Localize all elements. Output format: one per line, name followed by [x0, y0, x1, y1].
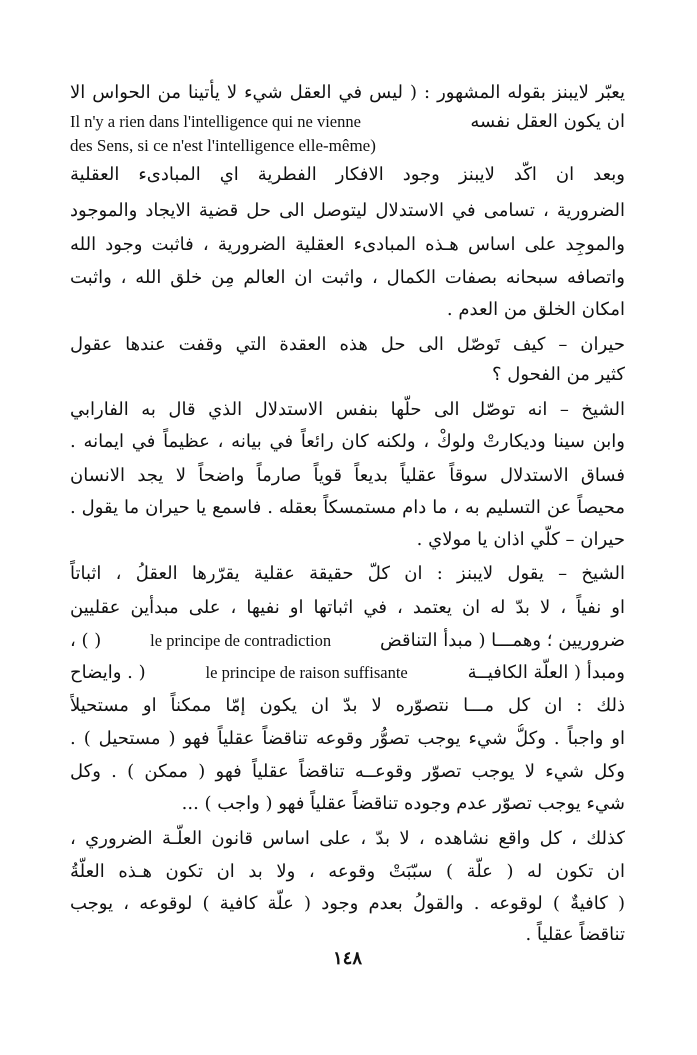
text-line-mixed [70, 626, 625, 656]
document-page [70, 60, 625, 1020]
text-line: فساق الاستدلال سوقاً عقلياً بديعاً قوياً صارماً واضحاً لا يجد الانسان [70, 465, 625, 486]
text-line: وكل شيء لا يوجب تصوّر وقوعــه تناقضاً عقلياً فهو ( ممكن ) . وكل [70, 761, 625, 782]
text-line: وبعد ان اكّد لايبنز وجود الافكار الفطرية اي المبادىء العقلية [70, 164, 625, 185]
punctuation-segment: ( ) ، [70, 630, 102, 651]
text-line: تناقضاً عقلياً . [525, 924, 625, 945]
text-line: الضرورية ، تسامى في الاستدلال ليتوصل الى حل قضية الايجاد والموجود [70, 200, 625, 221]
dialogue-line: حيران – كلّي اذان يا مولاي . [416, 529, 625, 550]
text-line: شيء يوجب تصوّر عدم وجوده تناقضاً عقلياً فهو ( واجب ) ... [181, 793, 625, 814]
dialogue-line: حيران – كيف تَوصّل الى حل هذه العقدة التي وقفت عندها عقول [70, 334, 625, 355]
text-line: كذلك ، كل واقع نشاهده ، لا بدّ ، على اساس قانون العلّـة الضروري ، [70, 828, 625, 849]
dialogue-line: الشيخ – يقول لايبنز : ان كلّ حقيقة عقلية يقرّرها العقلُ ، اثباتاً [70, 563, 625, 584]
text-line: امكان الخلق من العدم . [446, 299, 625, 320]
text-line: محيصاً عن التسليم به ، ما دام مستمسكاً بعقله . فاسمع يا حيران ما يقول . [70, 497, 625, 518]
text-line: او واجباً . وكلُّ شيء يوجب تصوُّر وقوعه تناقضاً عقلياً فهو ( مستحيل ) . [70, 728, 625, 749]
text-line: واتصافه سبحانه بصفات الكمال ، واثبت ان العالم مِن خلق الله ، واثبت [70, 267, 625, 288]
dialogue-line: الشيخ – انه توصّل الى حلّها بنفس الاستدلال الذي قال به الفارابي [70, 399, 625, 420]
arabic-segment: ( . وايضاح [70, 662, 146, 683]
text-line: والموجِد على اساس هـذه المبادىء العقلية الضرورية ، فاثبت وجود الله [70, 234, 625, 255]
french-quote-segment: Il n'y a rien dans l'intelligence qui ne vienne [70, 112, 361, 131]
french-term: le principe de contradiction [150, 631, 332, 650]
text-line: ذلك : ان كل مـــا نتصوّره لا بدّ ان يكون إمّا ممكناً او مستحيلاً [70, 695, 625, 716]
text-line: يعبّر لايبنز بقوله المشهور : ( ليس في العقل شيء لا يأتينا من الحواس الا [70, 82, 625, 103]
arabic-segment: ضروريين ؛ وهمـــا ( مبدأ التناقض [379, 630, 625, 651]
text-line: وابن سينا وديكارتْ ولوكْ ، ولكنه كان رائعاً في بيانه ، عظيماً في ايمانه . [70, 431, 625, 452]
text-line: كثير من الفحول ؟ [491, 364, 625, 385]
french-quote-line: des Sens, si ce n'est l'intelligence elle-même) [70, 136, 376, 155]
text-line-mixed [70, 658, 625, 688]
arabic-segment: ومبدأ ( العلّة الكافيــة [467, 662, 625, 683]
arabic-segment: ان يكون العقل نفسه [470, 111, 625, 132]
text-line: ان تكون له ( علّة ) سبّبَتْ وقوعه ، ولا بد ان تكون هـذه العلّةُ [70, 861, 625, 882]
french-term: le principe de raison suffisante [205, 663, 408, 682]
page-number: ١٤٨ [332, 948, 362, 969]
text-line: او نفياً ، لا بدّ له ان يعتمد ، في اثباتها او نفيها ، على مبدأين عقليين [70, 597, 625, 618]
text-line: ( كافيةٌ ) لوقوعه . والقولُ بعدم وجود ( علّة كافية ) لوقوعه ، يوجب [70, 893, 625, 914]
